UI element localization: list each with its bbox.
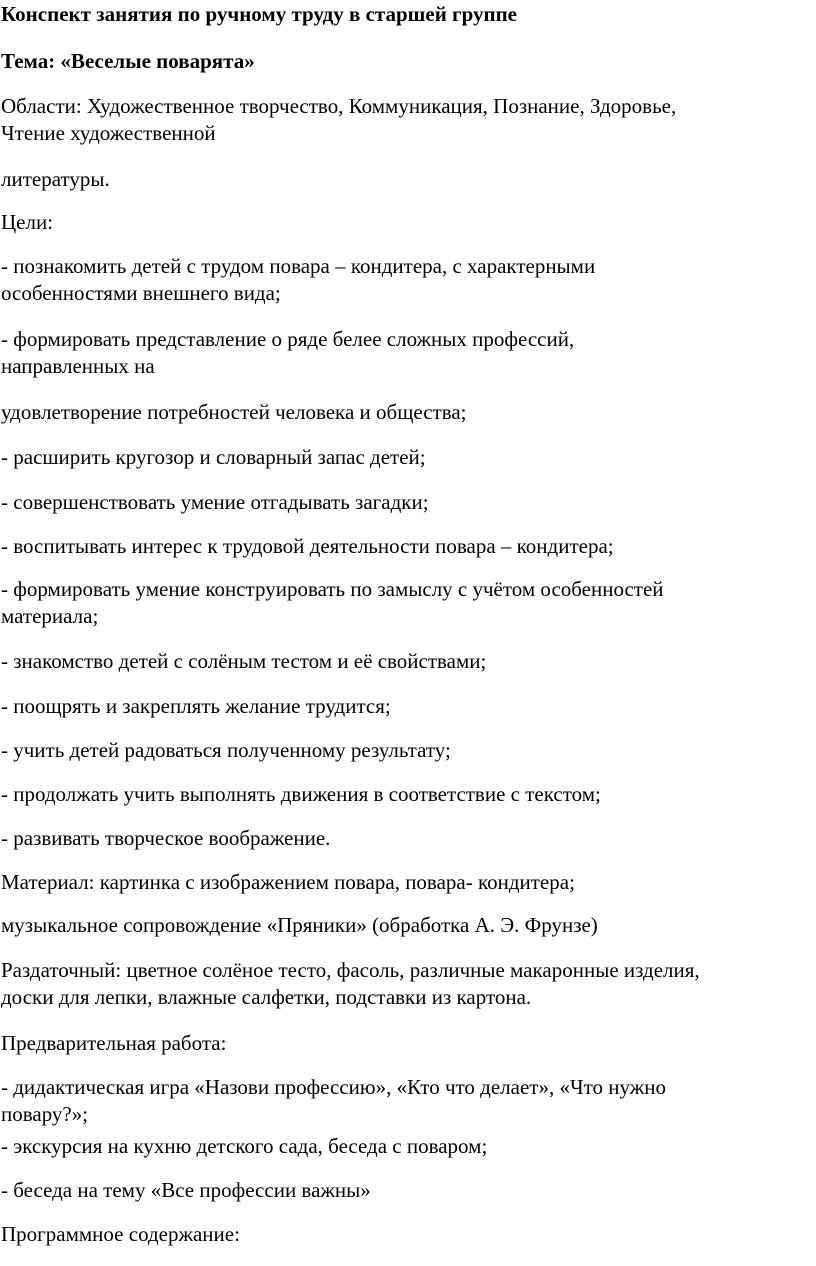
goal-line: - совершенствовать умение отгадывать загадки; bbox=[1, 490, 429, 514]
goal-line: материала; bbox=[1, 604, 99, 628]
goal-line: особенностями внешнего вида; bbox=[1, 281, 281, 305]
goal-line: - расширить кругозор и словарный запас детей; bbox=[1, 445, 426, 469]
areas-line: литературы. bbox=[1, 167, 110, 191]
handout-line: Раздаточный: цветное солёное тесто, фасоль, различные макаронные изделия, bbox=[1, 958, 700, 982]
goal-line: - поощрять и закреплять желание трудится; bbox=[1, 694, 391, 718]
goal-line: - формировать представление о ряде белее сложных профессий, bbox=[1, 327, 575, 351]
material-line: музыкальное сопровождение «Пряники» (обработка А. Э. Фрунзе) bbox=[1, 913, 598, 937]
goal-line: - развивать творческое воображение. bbox=[1, 826, 331, 850]
prep-line: повару?»; bbox=[1, 1102, 89, 1126]
areas-line: Чтение художественной bbox=[1, 121, 216, 145]
prep-heading: Предварительная работа: bbox=[1, 1031, 227, 1055]
document-theme: Тема: «Веселые поварята» bbox=[1, 49, 255, 73]
goals-heading: Цели: bbox=[1, 210, 54, 234]
material-line: Материал: картинка с изображением повара, повара- кондитера; bbox=[1, 870, 575, 894]
document-title: Конспект занятия по ручному труду в старшей группе bbox=[1, 2, 518, 26]
areas-line: Области: Художественное творчество, Коммуникация, Познание, Здоровье, bbox=[1, 94, 677, 118]
handout-line: доски для лепки, влажные салфетки, подставки из картона. bbox=[1, 985, 532, 1009]
goal-line: - познакомить детей с трудом повара – кондитера, с характерными bbox=[1, 254, 596, 278]
goal-line: удовлетворение потребностей человека и общества; bbox=[1, 400, 467, 424]
goal-line: - воспитывать интерес к трудовой деятельности повара – кондитера; bbox=[1, 534, 614, 558]
goal-line: - формировать умение конструировать по замыслу с учётом особенностей bbox=[1, 577, 664, 601]
goal-line: - знакомство детей с солёным тестом и её свойствами; bbox=[1, 649, 487, 673]
program-heading: Программное содержание: bbox=[1, 1222, 240, 1246]
goal-line: - учить детей радоваться полученному результату; bbox=[1, 738, 451, 762]
prep-line: - экскурсия на кухню детского сада, беседа с поваром; bbox=[1, 1134, 488, 1158]
prep-line: - беседа на тему «Все профессии важны» bbox=[1, 1178, 371, 1202]
goal-line: - продолжать учить выполнять движения в соответствие с текстом; bbox=[1, 782, 601, 806]
prep-line: - дидактическая игра «Назови профессию», «Кто что делает», «Что нужно bbox=[1, 1075, 666, 1099]
goal-line: направленных на bbox=[1, 354, 155, 378]
